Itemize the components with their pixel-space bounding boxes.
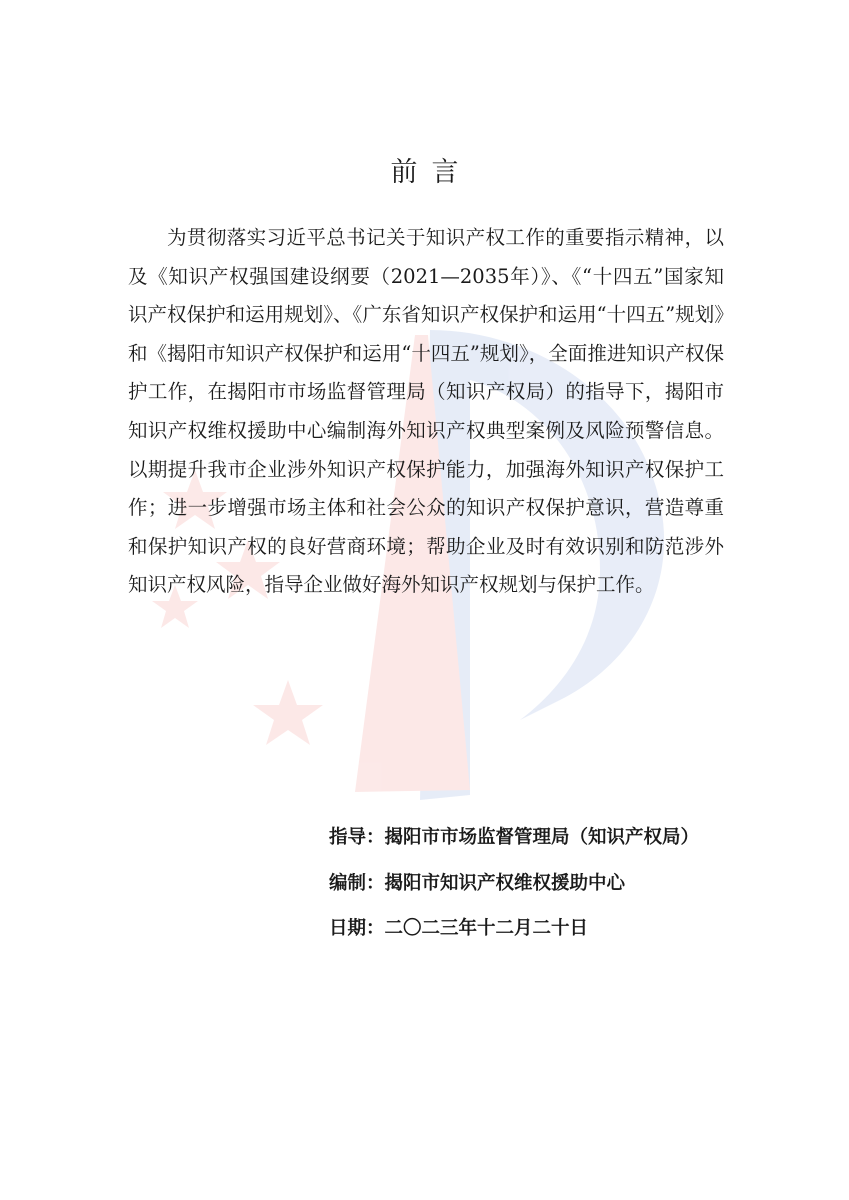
signature-compiler: 编制：揭阳市知识产权维权援助中心 (329, 873, 626, 894)
preface-paragraph: 为贯彻落实习近平总书记关于知识产权工作的重要指示精神，以及《知识产权强国建设纲要（2021—2035年）》、《“十四五”国家知识产权保护和运用规划》、《广东省知识产权保护和运用“十四五”规划》和《揭阳市知识产权保护和运用“十四五”规划》，全面推进知识产权保护工作，在揭阳市市场监督管理局（知识产权局）的指导下，揭阳市知识产权维权援助中心编制海外知识产权典型案例及风险预警信息。以期提升我市企业涉外知识产权保护能力，加强海外知识产权保护工作；进一步增强市场主体和社会公众的知识产权保护意识，营造尊重和保护知识产权的良好营商环境；帮助企业及时有效识别和防范涉外知识产权风险，指导企业做好海外知识产权规划与保护工作。 (128, 226, 724, 597)
watermark-star (253, 680, 323, 745)
signature-guide: 指导：揭阳市市场监督管理局（知识产权局） (329, 827, 700, 848)
signature-date: 日期：二〇二三年十二月二十日 (329, 918, 589, 939)
page-title: 前言 (390, 157, 473, 188)
